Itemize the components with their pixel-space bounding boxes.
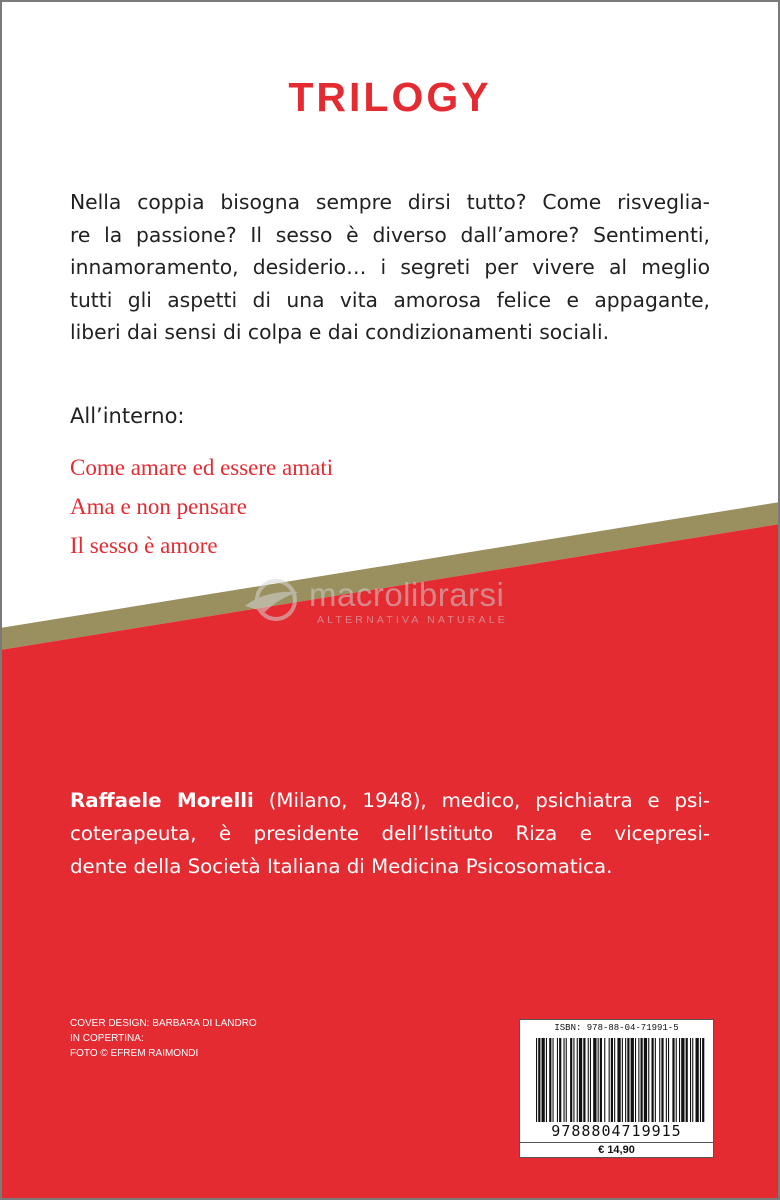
barcode-bar [641, 1038, 643, 1122]
series-title: TRILOGY [288, 74, 492, 120]
barcode-bar [648, 1038, 649, 1122]
watermark-name: macrolibrarsi [309, 576, 505, 613]
barcode-bar [617, 1038, 620, 1122]
blurb-paragraph [70, 186, 710, 349]
barcode-bar [536, 1038, 537, 1122]
bio-line: dente della Società Italiana di Medicina Psicosomatica. [70, 855, 613, 878]
barcode-bar [588, 1038, 589, 1122]
barcode-bar [579, 1038, 582, 1122]
author-name: Raffaele Morelli [70, 789, 254, 812]
barcode-bar [566, 1038, 567, 1122]
cover-credits [70, 1016, 257, 1061]
barcode-bar [702, 1038, 704, 1122]
barcode-bar [652, 1038, 654, 1122]
barcode-bar [590, 1038, 591, 1122]
barcode-bar [614, 1038, 615, 1122]
barcode-bar [681, 1038, 684, 1122]
barcode-bar [690, 1038, 691, 1122]
barcode-bar [679, 1038, 680, 1122]
barcode-bar [644, 1038, 647, 1122]
barcode-sticker [519, 1019, 714, 1158]
barcode-bar [611, 1038, 613, 1122]
barcode-bar [538, 1038, 540, 1122]
barcode-bar [696, 1038, 699, 1122]
included-titles-list [70, 452, 333, 569]
blurb-line: re la passione? Il sesso è diverso dall’amore? Sentimenti, [70, 222, 710, 247]
barcode-bar [661, 1038, 663, 1122]
isbn-label: ISBN: 978-88-04-71991-5 [554, 1023, 679, 1033]
barcode-bar [604, 1038, 605, 1122]
barcode-bar [609, 1038, 610, 1122]
barcode-bar [546, 1038, 547, 1122]
barcode-bar [631, 1038, 634, 1122]
included-title: Come amare ed essere amati [70, 455, 334, 480]
barcode-bar [659, 1038, 660, 1122]
included-title: Ama e non pensare [70, 494, 247, 519]
author-bio [70, 784, 710, 883]
bio-text: (Milano, 1948), medico, psichiatra e psi- [253, 789, 710, 812]
blurb-line: liberi dai sensi di colpa e dai condizionamenti sociali. [70, 320, 610, 344]
barcode-bar [700, 1038, 701, 1122]
bio-line: coterapeuta, è presidente dell’Istituto Riza e vicepresi- [70, 822, 710, 845]
watermark-logo-icon [243, 576, 303, 626]
barcode-bar [692, 1038, 693, 1122]
barcode-bar [672, 1038, 674, 1122]
barcode-bar [655, 1038, 656, 1122]
barcode-bar [583, 1038, 585, 1122]
barcode-bar [549, 1038, 551, 1122]
inside-heading: All’interno: [70, 404, 185, 428]
price-tag: € 14,90 [520, 1142, 713, 1157]
barcode-bar [564, 1038, 565, 1122]
barcode-bar [686, 1038, 688, 1122]
barcode-bar [570, 1038, 572, 1122]
photo-credit: FOTO © EFREM RAIMONDI [70, 1048, 199, 1059]
watermark-tagline: ALTERNATIVA NATURALE [317, 614, 508, 626]
barcode-bar [598, 1038, 599, 1122]
cover-photo-label: IN COPERTINA: [70, 1033, 144, 1044]
blurb-line: Nella coppia bisogna sempre dirsi tutto? Come risveglia- [70, 190, 710, 214]
barcode-bar [666, 1038, 667, 1122]
barcode-bar [668, 1038, 669, 1122]
included-title: Il sesso è amore [70, 533, 218, 558]
bio-line [70, 784, 710, 817]
barcode-bar [635, 1038, 636, 1122]
blurb-line: tutti gli aspetti di una vita amorosa felice e appagante, [70, 287, 710, 312]
barcode-bar [557, 1038, 558, 1122]
ean-number: 9788804719915 [551, 1122, 682, 1140]
watermark [243, 574, 543, 630]
barcode-bar [600, 1038, 602, 1122]
barcode-bar [627, 1038, 629, 1122]
barcode-bar [573, 1038, 574, 1122]
barcode-bar [593, 1038, 596, 1122]
barcode-bar [625, 1038, 626, 1122]
cover-design-credit: COVER DESIGN: BARBARA DI LANDRO [70, 1018, 257, 1029]
barcode-icon [536, 1038, 706, 1122]
barcode-bar [638, 1038, 639, 1122]
barcode-bar [676, 1038, 677, 1122]
barcode-bar [577, 1038, 578, 1122]
blurb-line: innamoramento, desiderio… i segreti per vivere al meglio [70, 255, 710, 279]
barcode-bar [542, 1038, 545, 1122]
barcode-bar [559, 1038, 561, 1122]
barcode-bar [553, 1038, 554, 1122]
barcode-bar [622, 1038, 623, 1122]
